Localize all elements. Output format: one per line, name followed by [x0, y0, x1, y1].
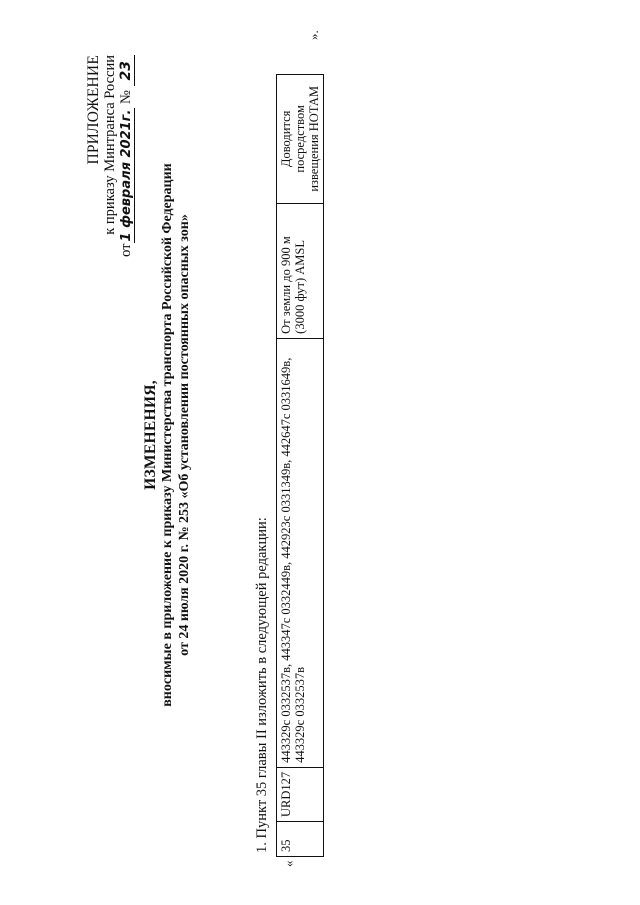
- point-statement: 1. Пункт 35 главы II изложить в следующей редакции:: [254, 517, 270, 853]
- danger-zone-table: [276, 74, 324, 857]
- from-prefix: от: [118, 243, 134, 257]
- table-row: [277, 74, 324, 856]
- opening-quote: «: [281, 860, 296, 867]
- number-prefix: №: [118, 90, 134, 104]
- title-line-1: ИЗМЕНЕНИЯ,: [142, 380, 159, 490]
- zone-notice: Доводится посредством извещения НОТАМ: [277, 74, 324, 203]
- title-line-3: от 24 июля 2020 г. № 253 «Об установлении постоянных опасных зон»: [177, 214, 192, 656]
- appendix-heading: ПРИЛОЖЕНИЕ: [85, 55, 102, 165]
- handwritten-number: 23: [118, 55, 135, 86]
- order-reference: к приказу Минтранса России: [102, 55, 118, 235]
- closing-quote: ».: [306, 30, 321, 40]
- approval-block: [86, 55, 135, 385]
- row-number: 35: [277, 822, 324, 857]
- zone-coordinates: 443329с 0332537в, 443347с 0332449в, 442923с 0331349в, 442647с 0331649в, 443329с 0332537в: [277, 338, 324, 767]
- handwritten-date: 1 февраля 2021г.: [119, 109, 134, 242]
- document-title: [142, 125, 193, 745]
- zone-altitude: От земли до 900 м (3000 фут) AMSL: [277, 203, 324, 338]
- title-line-2: вносимые в приложение к приказу Министерства транспорта Российской Федерации: [160, 163, 175, 707]
- order-date-line: [118, 55, 135, 385]
- zone-code: URD127: [277, 767, 324, 821]
